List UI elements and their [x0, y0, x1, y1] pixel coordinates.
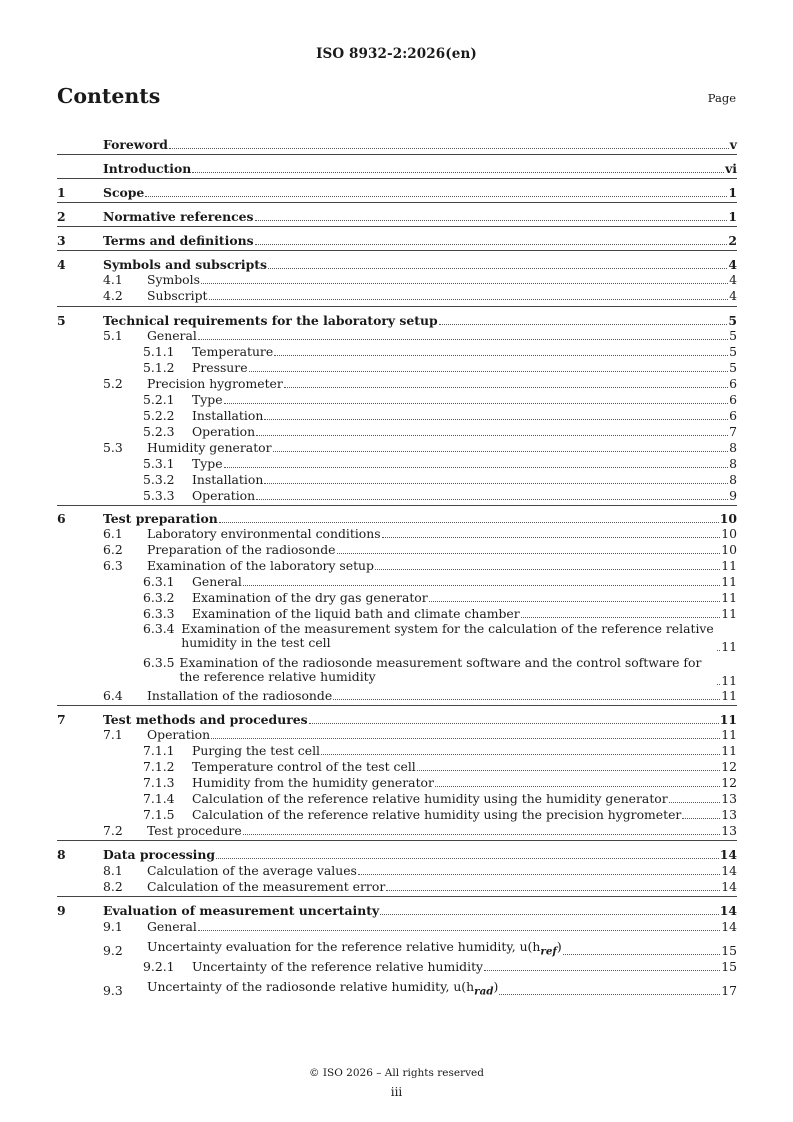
toc-entry-number: 6.3.5 [143, 655, 175, 670]
toc-entry-number: 4.1 [103, 272, 123, 287]
toc-entry-title: Symbols and subscripts [103, 257, 267, 272]
toc-entry[interactable] [57, 878, 737, 894]
dot-leader [201, 283, 728, 284]
toc-entry-page: 8 [729, 472, 737, 487]
toc-entry[interactable] [57, 758, 737, 774]
dot-leader [669, 802, 721, 803]
toc-entry-title: Preparation of the radiosonde [147, 542, 336, 557]
toc-entry[interactable] [57, 525, 737, 541]
toc-entry[interactable] [57, 271, 737, 287]
toc-entry[interactable] [57, 862, 737, 878]
dot-leader [224, 467, 729, 468]
toc-entry[interactable] [57, 407, 737, 423]
toc-entry-title: Operation [147, 727, 211, 742]
toc-entry-page: 11 [721, 574, 737, 589]
toc-entry[interactable] [57, 423, 737, 439]
toc-entry-number: 8.1 [103, 863, 123, 878]
toc-entry-title: Laboratory environmental conditions [147, 526, 381, 541]
toc-entry-title: Examination of the dry gas generator [192, 590, 428, 605]
dot-leader [284, 387, 728, 388]
contents-title: Contents [57, 84, 161, 108]
toc-entry-title: Terms and definitions [103, 233, 254, 248]
toc-entry-number: 8 [57, 847, 66, 862]
toc-entry[interactable] [57, 391, 737, 407]
toc-entry-page: 10 [721, 526, 737, 541]
dot-leader [243, 834, 721, 835]
toc-entry-page: 5 [729, 328, 737, 343]
toc-entry-page: 4 [729, 288, 737, 303]
toc-entry-number: 6.3.3 [143, 606, 175, 621]
toc-entry-page: 14 [721, 919, 737, 934]
toc-entry[interactable] [57, 806, 737, 822]
dot-leader [717, 650, 720, 651]
section-separator [57, 705, 737, 706]
toc-entry-title: Calculation of the average values [147, 863, 357, 878]
dot-leader [209, 299, 729, 300]
toc-entry-title: Calculation of the reference relative humidity using the humidity generator [192, 791, 668, 806]
toc-entry-number: 5.2.2 [143, 408, 175, 423]
dot-leader [375, 569, 720, 570]
toc-entry-title: General [192, 574, 242, 589]
toc-entry-page: 10 [721, 542, 737, 557]
toc-entry-page: 1 [728, 209, 737, 224]
toc-entry-title: Examination of the laboratory setup [147, 558, 374, 573]
dot-leader [273, 451, 729, 452]
toc-entry-number: 5.1.1 [143, 344, 175, 359]
toc-entry-title: Pressure [192, 360, 248, 375]
toc-entry-page: 11 [721, 743, 737, 758]
toc-entry[interactable] [57, 978, 737, 998]
toc-entry[interactable] [57, 790, 737, 806]
toc-entry-number: 5 [57, 313, 66, 328]
dot-leader [198, 930, 720, 931]
toc-entry[interactable] [57, 589, 737, 605]
toc-entry-page: 11 [721, 590, 737, 605]
toc-entry-number: 5.3.2 [143, 472, 175, 487]
toc-entry[interactable] [57, 541, 737, 557]
toc-entry-title: Test procedure [147, 823, 242, 838]
toc-entry-page: 11 [721, 727, 737, 742]
dot-leader [216, 858, 719, 859]
dot-leader [499, 994, 720, 995]
toc-entry-number: 7.1.2 [143, 759, 175, 774]
toc-entry-number: 7.1.4 [143, 791, 175, 806]
dot-leader [321, 754, 720, 755]
math-subscript: rad [474, 985, 494, 997]
toc-entry-title: Installation [192, 408, 264, 423]
dot-leader [264, 483, 728, 484]
dot-leader [439, 324, 728, 325]
toc-entry-number: 5.3.3 [143, 488, 175, 503]
toc-entry-page: vi [725, 161, 737, 176]
dot-leader [386, 890, 720, 891]
dot-leader [211, 738, 720, 739]
toc-entry[interactable] [57, 822, 737, 838]
toc-entry-page: 5 [729, 344, 737, 359]
toc-entry-page: 6 [729, 376, 737, 391]
dot-leader [145, 196, 727, 197]
toc-entry[interactable] [57, 455, 737, 471]
toc-entry-page: 1 [728, 185, 737, 200]
toc-entry-number: 7 [57, 712, 66, 727]
toc-entry-title: Purging the test cell [192, 743, 321, 758]
toc-entry[interactable] [57, 510, 737, 526]
toc-entry-page: 14 [719, 903, 737, 918]
toc-entry-page: 12 [721, 775, 737, 790]
dot-leader [337, 553, 721, 554]
toc-entry[interactable] [57, 938, 737, 958]
toc-entry[interactable] [57, 711, 737, 727]
toc-entry-title: Data processing [103, 847, 216, 862]
toc-entry-title: Uncertainty of the reference relative humidity [192, 959, 484, 974]
toc-entry[interactable] [57, 726, 737, 742]
toc-entry-number: 5.2 [103, 376, 123, 391]
toc-entry-title: Normative references [103, 209, 254, 224]
dot-leader [198, 339, 728, 340]
toc-entry-title: General [147, 919, 197, 934]
toc-entry-title: Operation [192, 488, 256, 503]
dot-leader [255, 220, 728, 221]
toc-entry-title: Humidity generator [147, 440, 272, 455]
dot-leader [243, 585, 720, 586]
dot-leader [192, 172, 724, 173]
toc-entry[interactable] [57, 774, 737, 790]
dot-leader [358, 874, 720, 875]
toc-entry-number: 5.3 [103, 440, 123, 455]
section-separator [57, 840, 737, 841]
dot-leader [417, 770, 720, 771]
toc-entry-number: 8.2 [103, 879, 123, 894]
toc-entry[interactable] [57, 605, 737, 621]
toc-entry[interactable] [57, 557, 737, 573]
toc-entry-page: 4 [728, 257, 737, 272]
section-separator [57, 250, 737, 251]
dot-leader [264, 419, 728, 420]
dot-leader [521, 617, 721, 618]
toc-entry-title: Calculation of the measurement error [147, 879, 386, 894]
toc-entry-number: 6.3.2 [143, 590, 175, 605]
toc-entry-number: 9.2.1 [143, 959, 175, 974]
toc-entry-number: 6.3.4 [143, 621, 175, 636]
toc-entry[interactable] [57, 287, 737, 303]
toc-entry-page: 15 [721, 943, 737, 958]
toc-entry-number: 4.2 [103, 288, 123, 303]
toc-entry[interactable] [57, 958, 737, 974]
toc-entry-page: 11 [721, 558, 737, 573]
dot-leader [717, 684, 720, 685]
toc-entry-page: 14 [719, 847, 737, 862]
toc-entry-title: Precision hygrometer [147, 376, 283, 391]
toc-entry-page: 13 [721, 807, 737, 822]
toc-entry[interactable] [57, 656, 737, 688]
toc-entry-title: Operation [192, 424, 256, 439]
toc-entry-page: v [729, 137, 737, 152]
toc-entry-title: Evaluation of measurement uncertainty [103, 903, 380, 918]
toc-entry-page: 14 [721, 879, 737, 894]
toc-entry[interactable] [57, 359, 737, 375]
dot-leader [309, 723, 719, 724]
toc-entry-page: 2 [728, 233, 737, 248]
toc-entry-title: Examination of the liquid bath and climate chamber [192, 606, 520, 621]
section-separator [57, 896, 737, 897]
toc-entry-title: Installation of the radiosonde [147, 688, 333, 703]
section-separator [57, 505, 737, 506]
toc-entry-title: Examination of the measurement system for the calculation of the reference relative humidity in the test cell [181, 621, 714, 650]
dot-leader [484, 970, 720, 971]
toc-entry[interactable] [57, 687, 737, 703]
toc-entry-number: 5.2.3 [143, 424, 175, 439]
toc-entry[interactable] [57, 232, 737, 248]
section-separator [57, 178, 737, 179]
toc-entry[interactable] [57, 312, 737, 328]
toc-entry-title: Temperature control of the test cell [192, 759, 416, 774]
copyright-notice: © ISO 2026 – All rights reserved [309, 1067, 484, 1079]
dot-leader [249, 371, 729, 372]
section-separator [57, 226, 737, 227]
toc-entry-page: 10 [719, 511, 737, 526]
toc-entry[interactable] [57, 918, 737, 934]
toc-entry[interactable] [57, 136, 737, 152]
toc-entry-page: 17 [721, 983, 737, 998]
toc-entry-page: 5 [728, 313, 737, 328]
toc-entry-number: 5.1.2 [143, 360, 175, 375]
toc-entry-page: 5 [729, 360, 737, 375]
toc-entry-number: 9.1 [103, 919, 123, 934]
toc-entry-page: 11 [721, 639, 737, 654]
dot-leader [255, 244, 728, 245]
toc-entry-page: 11 [719, 712, 737, 727]
math-subscript: ref [540, 945, 557, 957]
toc-entry-page: 13 [721, 823, 737, 838]
dot-leader [435, 786, 720, 787]
toc-entry-page: 13 [721, 791, 737, 806]
toc-entry[interactable] [57, 184, 737, 200]
toc-entry[interactable] [57, 256, 737, 272]
section-separator [57, 202, 737, 203]
toc-entry[interactable] [57, 375, 737, 391]
page-column-label: Page [707, 91, 736, 105]
toc-entry-number: 5.3.1 [143, 456, 175, 471]
toc-entry-title: Installation [192, 472, 264, 487]
dot-leader [219, 522, 719, 523]
toc-entry-number: 6 [57, 511, 66, 526]
section-separator [57, 154, 737, 155]
toc-entry[interactable] [57, 343, 737, 359]
toc-entry-title: Uncertainty evaluation for the reference relative humidity, $u(h_{ref})$ [147, 938, 562, 957]
toc-entry-title: Examination of the radiosonde measurement software and the control software for the reference relative humidity [179, 655, 702, 684]
dot-leader [333, 699, 720, 700]
toc-entry-title: Foreword [103, 137, 168, 152]
toc-entry-page: 8 [729, 456, 737, 471]
toc-entry-number: 6.2 [103, 542, 123, 557]
dot-leader [274, 355, 728, 356]
toc-entry-number: 9.2 [103, 943, 123, 958]
toc-entry-title: Test methods and procedures [103, 712, 308, 727]
toc-entry-page: 12 [721, 759, 737, 774]
dot-leader [268, 268, 727, 269]
toc-entry-page: 4 [729, 272, 737, 287]
toc-entry-number: 7.1.3 [143, 775, 175, 790]
toc-entry[interactable] [57, 573, 737, 589]
page-number: iii [390, 1085, 403, 1099]
toc-entry-number: 5.2.1 [143, 392, 175, 407]
dot-leader [256, 499, 728, 500]
toc-entry-title: Type [192, 456, 223, 471]
toc-entry-page: 11 [721, 673, 737, 688]
toc-entry-page: 9 [729, 488, 737, 503]
toc-entry-number: 7.2 [103, 823, 123, 838]
toc-entry-number: 2 [57, 209, 66, 224]
toc-entry-title: Humidity from the humidity generator [192, 775, 434, 790]
section-separator [57, 306, 737, 307]
dot-leader [682, 818, 720, 819]
toc-entry-title: Technical requirements for the laboratory setup [103, 313, 438, 328]
toc-entry-title: Uncertainty of the radiosonde relative humidity, $u(h_{rad})$ [147, 978, 499, 997]
toc-entry-title: Symbols [147, 272, 200, 287]
toc-entry-number: 6.1 [103, 526, 123, 541]
dot-leader [382, 537, 721, 538]
toc-entry-number: 7.1.1 [143, 743, 175, 758]
toc-entry-number: 6.3.1 [143, 574, 175, 589]
toc-entry-title: Type [192, 392, 223, 407]
toc-entry-page: 15 [721, 959, 737, 974]
toc-entry-page: 8 [729, 440, 737, 455]
toc-entry-title: Introduction [103, 161, 192, 176]
toc-entry-page: 7 [729, 424, 737, 439]
dot-leader [429, 601, 721, 602]
toc-entry[interactable] [57, 471, 737, 487]
toc-entry[interactable] [57, 208, 737, 224]
toc-entry-page: 11 [721, 606, 737, 621]
toc-entry-title: Test preparation [103, 511, 218, 526]
dot-leader [563, 954, 721, 955]
toc-entry[interactable] [57, 160, 737, 176]
toc-entry-page: 14 [721, 863, 737, 878]
toc-entry[interactable] [57, 439, 737, 455]
toc-entry-page: 6 [729, 408, 737, 423]
toc-entry-number: 1 [57, 185, 66, 200]
toc-entry-number: 9.3 [103, 983, 123, 998]
toc-entry-title: Temperature [192, 344, 274, 359]
toc-entry[interactable] [57, 742, 737, 758]
toc-entry-number: 6.3 [103, 558, 123, 573]
toc-entry[interactable] [57, 902, 737, 918]
toc-entry-number: 6.4 [103, 688, 123, 703]
toc-entry-number: 7.1.5 [143, 807, 175, 822]
toc-entry-number: 7.1 [103, 727, 123, 742]
dot-leader [224, 403, 729, 404]
dot-leader [169, 148, 729, 149]
toc-entry[interactable] [57, 487, 737, 503]
toc-entry[interactable] [57, 846, 737, 862]
toc-entry-number: 9 [57, 903, 66, 918]
toc-entry-number: 3 [57, 233, 66, 248]
toc-entry-title: Subscript [147, 288, 208, 303]
dot-leader [380, 914, 719, 915]
toc-entry[interactable] [57, 327, 737, 343]
toc-entry-title: Scope [103, 185, 145, 200]
toc-entry-title: Calculation of the reference relative humidity using the precision hygrometer [192, 807, 682, 822]
toc-entry-page: 11 [721, 688, 737, 703]
toc-entry[interactable] [57, 622, 737, 654]
toc-entry-title: General [147, 328, 197, 343]
toc-entry-number: 4 [57, 257, 66, 272]
toc-entry-number: 5.1 [103, 328, 123, 343]
dot-leader [256, 435, 728, 436]
document-header: ISO 8932-2:2026(en) [316, 46, 477, 62]
toc-entry-page: 6 [729, 392, 737, 407]
